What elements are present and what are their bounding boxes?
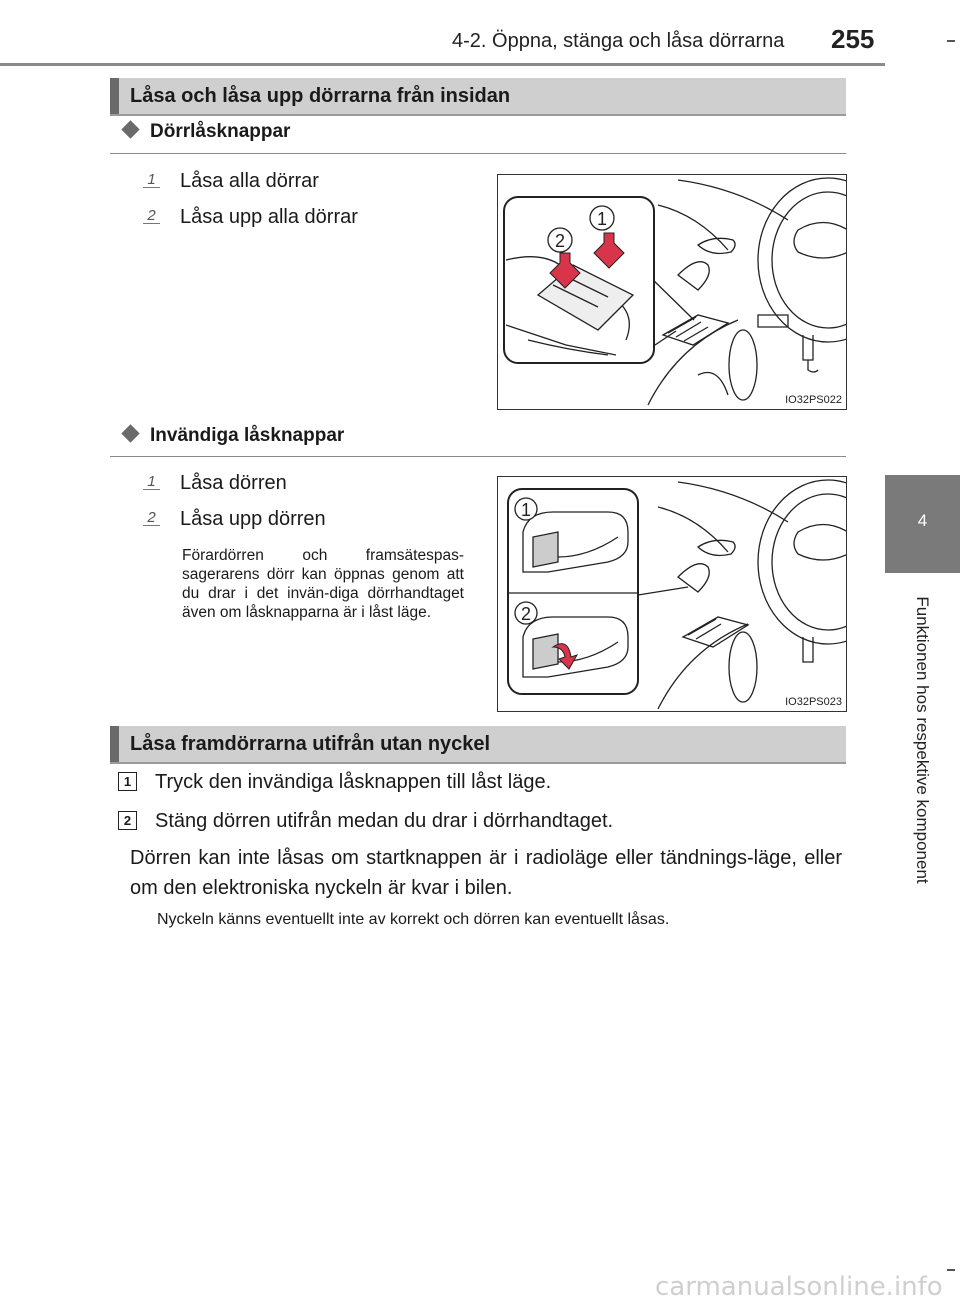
section-heading-bar (110, 726, 846, 762)
running-header-title: 4-2. Öppna, stänga och låsa dörrarna (452, 30, 785, 52)
step-number: 1 (118, 772, 137, 791)
header-rule (0, 63, 885, 66)
callout-label: 1 (596, 209, 608, 229)
item-text: Låsa upp dörren (180, 508, 326, 530)
section-title: Låsa och låsa upp dörrarna från insidan (130, 85, 511, 107)
item-text: Låsa alla dörrar (180, 170, 319, 192)
section-underline (110, 762, 846, 764)
list-item (143, 472, 287, 495)
item-text: Låsa dörren (180, 472, 287, 494)
body-paragraph: Dörren kan inte låsas om startknappen är i radioläge eller tändnings-läge, eller om den elektroniska nyckeln är kvar i bilen. (130, 847, 842, 899)
step-item (118, 810, 613, 833)
margin-tick (947, 40, 955, 42)
step-text: Stäng dörren utifrån medan du drar i dörrhandtaget. (155, 810, 614, 832)
item-number: 2 (143, 510, 160, 526)
step-item (118, 771, 551, 794)
chapter-tab (885, 475, 960, 573)
subheading-text: Dörrlåsknappar (150, 121, 291, 142)
subheading-rule (110, 456, 846, 457)
figure-code: IO32PS023 (785, 696, 842, 708)
section-underline (110, 114, 846, 116)
section-accent (110, 78, 119, 114)
diamond-icon (121, 120, 139, 138)
item-number: 1 (143, 172, 160, 188)
diamond-icon (121, 424, 139, 442)
step-text: Tryck den invändiga låsknappen till låst läge. (155, 771, 552, 793)
chapter-number: 4 (917, 511, 928, 530)
item-text: Låsa upp alla dörrar (180, 206, 358, 228)
callout-label: 2 (520, 604, 532, 624)
step-number: 2 (118, 811, 137, 830)
inside-lock-illustration (498, 477, 847, 712)
chapter-title-vertical: Funktionen hos respektive komponent (913, 596, 932, 884)
item-number: 2 (143, 208, 160, 224)
list-item (143, 170, 319, 193)
figure-code: IO32PS022 (785, 394, 842, 406)
section-heading-bar (110, 78, 846, 114)
subheading (124, 121, 290, 143)
figure-inside-lock-button (497, 476, 847, 712)
subheading (124, 425, 344, 447)
item-number: 1 (143, 474, 160, 490)
section-accent (110, 726, 119, 762)
list-item (143, 206, 358, 229)
door-lock-illustration (498, 175, 847, 410)
list-item (143, 508, 326, 531)
figure-door-lock-switch (497, 174, 847, 410)
watermark: carmanualsonline.info (655, 1272, 943, 1302)
section-title: Låsa framdörrarna utifrån utan nyckel (130, 733, 491, 755)
margin-tick (947, 1269, 955, 1271)
callout-label: 1 (520, 500, 532, 520)
subheading-text: Invändiga låsknappar (150, 425, 345, 446)
note-text: Förardörren och framsätespas-sagerarens dörr kan öppnas genom att du drar i det invän-diga dörrhandtaget även om låsknapparna är i låst läge. (182, 547, 464, 621)
subheading-rule (110, 153, 846, 154)
callout-label: 2 (554, 231, 566, 251)
small-note: Nyckeln känns eventuellt inte av korrekt och dörren kan eventuellt låsas. (157, 911, 670, 928)
page-number: 255 (831, 24, 875, 54)
